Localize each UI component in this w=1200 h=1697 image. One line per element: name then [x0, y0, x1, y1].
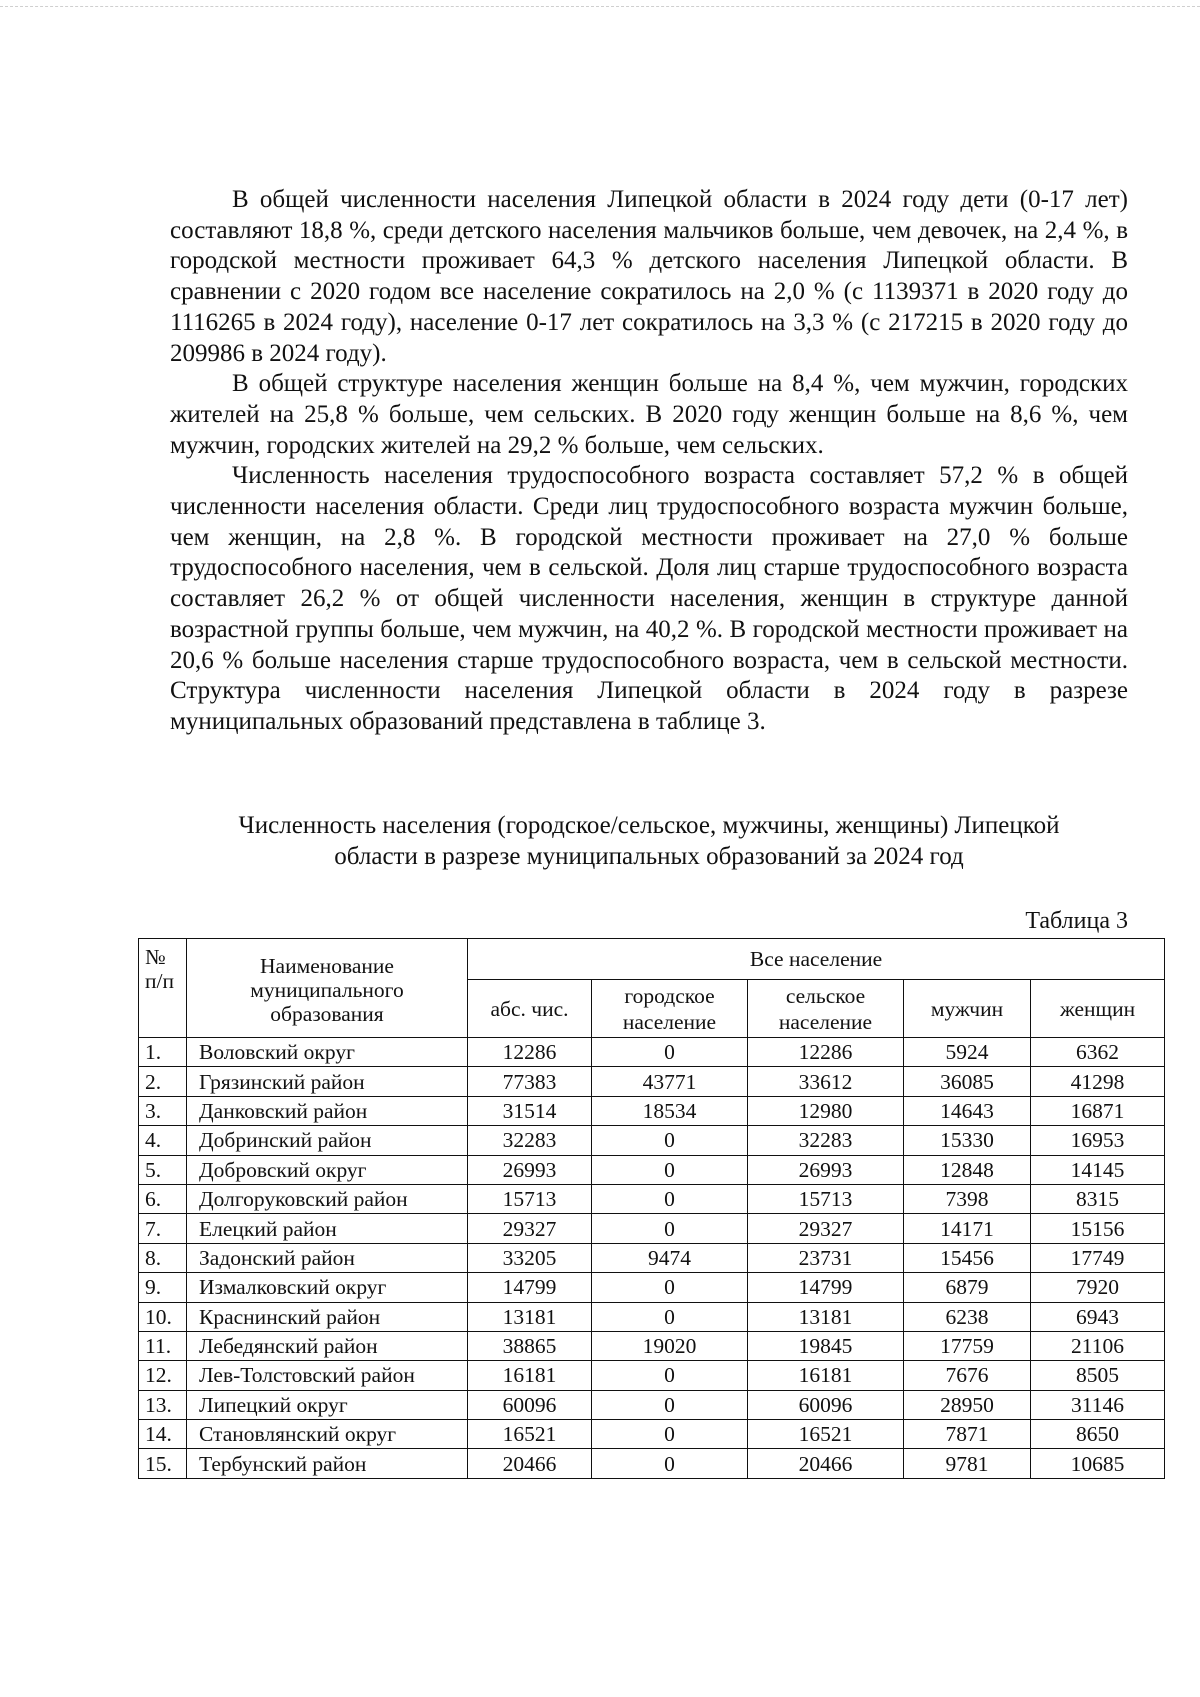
rural-value: 12286 [748, 1038, 904, 1067]
men-value: 14643 [904, 1096, 1031, 1125]
women-value: 21106 [1031, 1331, 1165, 1360]
row-number: 7. [139, 1214, 187, 1243]
men-value: 7676 [904, 1361, 1031, 1390]
rural-value: 32283 [748, 1126, 904, 1155]
women-value: 17749 [1031, 1243, 1165, 1272]
population-table [138, 938, 1165, 1479]
abs-value: 29327 [468, 1214, 592, 1243]
row-number: 14. [139, 1420, 187, 1449]
row-number: 2. [139, 1067, 187, 1096]
abs-value: 16521 [468, 1420, 592, 1449]
abs-value: 33205 [468, 1243, 592, 1272]
women-value: 16953 [1031, 1126, 1165, 1155]
urban-value: 0 [592, 1126, 748, 1155]
header-men: мужчин [904, 980, 1031, 1038]
header-abs: абс. чис. [468, 980, 592, 1038]
table-row [139, 1184, 1165, 1213]
table-row [139, 1302, 1165, 1331]
row-number: 15. [139, 1449, 187, 1478]
women-value: 41298 [1031, 1067, 1165, 1096]
table-row [139, 1390, 1165, 1419]
municipality-name: Добринский район [187, 1126, 468, 1155]
rural-value: 15713 [748, 1184, 904, 1213]
rural-value: 20466 [748, 1449, 904, 1478]
row-number: 6. [139, 1184, 187, 1213]
urban-value: 0 [592, 1390, 748, 1419]
men-value: 15330 [904, 1126, 1031, 1155]
men-value: 17759 [904, 1331, 1031, 1360]
municipality-name: Грязинский район [187, 1067, 468, 1096]
scan-edge [0, 6, 1200, 7]
urban-value: 0 [592, 1155, 748, 1184]
men-value: 9781 [904, 1449, 1031, 1478]
row-number: 5. [139, 1155, 187, 1184]
table-row [139, 1243, 1165, 1272]
women-value: 14145 [1031, 1155, 1165, 1184]
row-number: 11. [139, 1331, 187, 1360]
urban-value: 0 [592, 1420, 748, 1449]
paragraph-2: В общей структуре населения женщин больше на 8,4 %, чем мужчин, городских жителей на 25,8 % больше, чем сельских. В 2020 году женщин больше на 8,6 %, чем мужчин, городских жителей на 29,2 % больше, чем сельских. [170, 370, 1128, 459]
caption-line-1: Численность населения (городское/сельское, мужчины, женщины) Липецкой [238, 812, 1060, 839]
table-row [139, 1420, 1165, 1449]
municipality-name: Елецкий район [187, 1214, 468, 1243]
urban-value: 0 [592, 1302, 748, 1331]
rural-value: 13181 [748, 1302, 904, 1331]
table-row [139, 1273, 1165, 1302]
municipality-name: Краснинский район [187, 1302, 468, 1331]
table-body [139, 1038, 1165, 1479]
table-caption [170, 810, 1128, 872]
row-number: 1. [139, 1038, 187, 1067]
abs-value: 31514 [468, 1096, 592, 1125]
rural-value: 60096 [748, 1390, 904, 1419]
body-text [170, 185, 1128, 738]
paragraph-1: В общей численности населения Липецкой области в 2024 году дети (0-17 лет) составляют 18,8 %, среди детского населения мальчиков больше, чем девочек, на 2,4 %, в городской местности проживает 64,3 % детского населения Липецкой области. В сравнении с 2020 годом все население сократилось на 2,0 % (с 1139371 в 2020 году до 1116265 в 2024 году), население 0-17 лет сократилось на 3,3 % (с 217215 в 2020 году до 209986 в 2024 году). [170, 186, 1128, 367]
women-value: 6362 [1031, 1038, 1165, 1067]
row-number: 13. [139, 1390, 187, 1419]
table-number: Таблица 3 [1025, 908, 1128, 934]
women-value: 6943 [1031, 1302, 1165, 1331]
municipality-name: Лев-Толстовский район [187, 1361, 468, 1390]
header-municipality: Наименование муниципального образования [187, 939, 468, 1038]
men-value: 12848 [904, 1155, 1031, 1184]
rural-value: 12980 [748, 1096, 904, 1125]
men-value: 5924 [904, 1038, 1031, 1067]
men-value: 7398 [904, 1184, 1031, 1213]
abs-value: 14799 [468, 1273, 592, 1302]
urban-value: 0 [592, 1214, 748, 1243]
municipality-name: Измалковский округ [187, 1273, 468, 1302]
urban-value: 0 [592, 1184, 748, 1213]
urban-value: 0 [592, 1449, 748, 1478]
men-value: 36085 [904, 1067, 1031, 1096]
rural-value: 23731 [748, 1243, 904, 1272]
men-value: 6879 [904, 1273, 1031, 1302]
abs-value: 77383 [468, 1067, 592, 1096]
row-number: 4. [139, 1126, 187, 1155]
row-number: 10. [139, 1302, 187, 1331]
header-urban: городское население [592, 980, 748, 1038]
municipality-name: Липецкий округ [187, 1390, 468, 1419]
men-value: 7871 [904, 1420, 1031, 1449]
municipality-name: Лебедянский район [187, 1331, 468, 1360]
abs-value: 26993 [468, 1155, 592, 1184]
women-value: 16871 [1031, 1096, 1165, 1125]
men-value: 6238 [904, 1302, 1031, 1331]
women-value: 8505 [1031, 1361, 1165, 1390]
header-women: женщин [1031, 980, 1165, 1038]
table-row [139, 1331, 1165, 1360]
paragraph-3: Численность населения трудоспособного возраста составляет 57,2 % в общей численности населения области. Среди лиц трудоспособного возраста мужчин больше, чем женщин, на 2,8 %. В городской местности проживает на 27,0 % больше трудоспособного населения, чем в сельской. Доля лиц старше трудоспособного возраста составляет 26,2 % от общей численности населения, женщин в структуре данной возрастной группы больше, чем мужчин, на 40,2 %. В городской местности проживает на 20,6 % больше населения старше трудоспособного возраста, чем в сельской местности. Структура численности населения Липецкой области в 2024 году в разрезе муниципальных образований представлена в таблице 3. [170, 462, 1128, 735]
municipality-name: Тербунский район [187, 1449, 468, 1478]
urban-value: 19020 [592, 1331, 748, 1360]
urban-value: 0 [592, 1038, 748, 1067]
urban-value: 0 [592, 1361, 748, 1390]
table-row [139, 1067, 1165, 1096]
municipality-name: Задонский район [187, 1243, 468, 1272]
rural-value: 16521 [748, 1420, 904, 1449]
municipality-name: Данковский район [187, 1096, 468, 1125]
rural-value: 19845 [748, 1331, 904, 1360]
abs-value: 12286 [468, 1038, 592, 1067]
municipality-name: Добровский округ [187, 1155, 468, 1184]
table-row [139, 1126, 1165, 1155]
caption-line-2: области в разрезе муниципальных образований за 2024 год [334, 843, 964, 870]
abs-value: 32283 [468, 1126, 592, 1155]
urban-value: 18534 [592, 1096, 748, 1125]
women-value: 7920 [1031, 1273, 1165, 1302]
abs-value: 60096 [468, 1390, 592, 1419]
women-value: 10685 [1031, 1449, 1165, 1478]
row-number: 12. [139, 1361, 187, 1390]
women-value: 8650 [1031, 1420, 1165, 1449]
men-value: 15456 [904, 1243, 1031, 1272]
rural-value: 29327 [748, 1214, 904, 1243]
rural-value: 33612 [748, 1067, 904, 1096]
women-value: 8315 [1031, 1184, 1165, 1213]
row-number: 8. [139, 1243, 187, 1272]
table-row [139, 1361, 1165, 1390]
men-value: 14171 [904, 1214, 1031, 1243]
urban-value: 43771 [592, 1067, 748, 1096]
table-row [139, 1096, 1165, 1125]
table-row [139, 1449, 1165, 1478]
urban-value: 9474 [592, 1243, 748, 1272]
women-value: 15156 [1031, 1214, 1165, 1243]
row-number: 9. [139, 1273, 187, 1302]
abs-value: 38865 [468, 1331, 592, 1360]
abs-value: 20466 [468, 1449, 592, 1478]
municipality-name: Становлянский округ [187, 1420, 468, 1449]
table-row [139, 1038, 1165, 1067]
header-rural: сельское население [748, 980, 904, 1038]
rural-value: 14799 [748, 1273, 904, 1302]
municipality-name: Долгоруковский район [187, 1184, 468, 1213]
table-row [139, 1155, 1165, 1184]
table-row [139, 1214, 1165, 1243]
municipality-name: Воловский округ [187, 1038, 468, 1067]
abs-value: 15713 [468, 1184, 592, 1213]
urban-value: 0 [592, 1273, 748, 1302]
header-number: № п/п [139, 939, 187, 1038]
men-value: 28950 [904, 1390, 1031, 1419]
rural-value: 16181 [748, 1361, 904, 1390]
header-all-population: Все население [468, 939, 1165, 980]
rural-value: 26993 [748, 1155, 904, 1184]
abs-value: 13181 [468, 1302, 592, 1331]
women-value: 31146 [1031, 1390, 1165, 1419]
abs-value: 16181 [468, 1361, 592, 1390]
row-number: 3. [139, 1096, 187, 1125]
